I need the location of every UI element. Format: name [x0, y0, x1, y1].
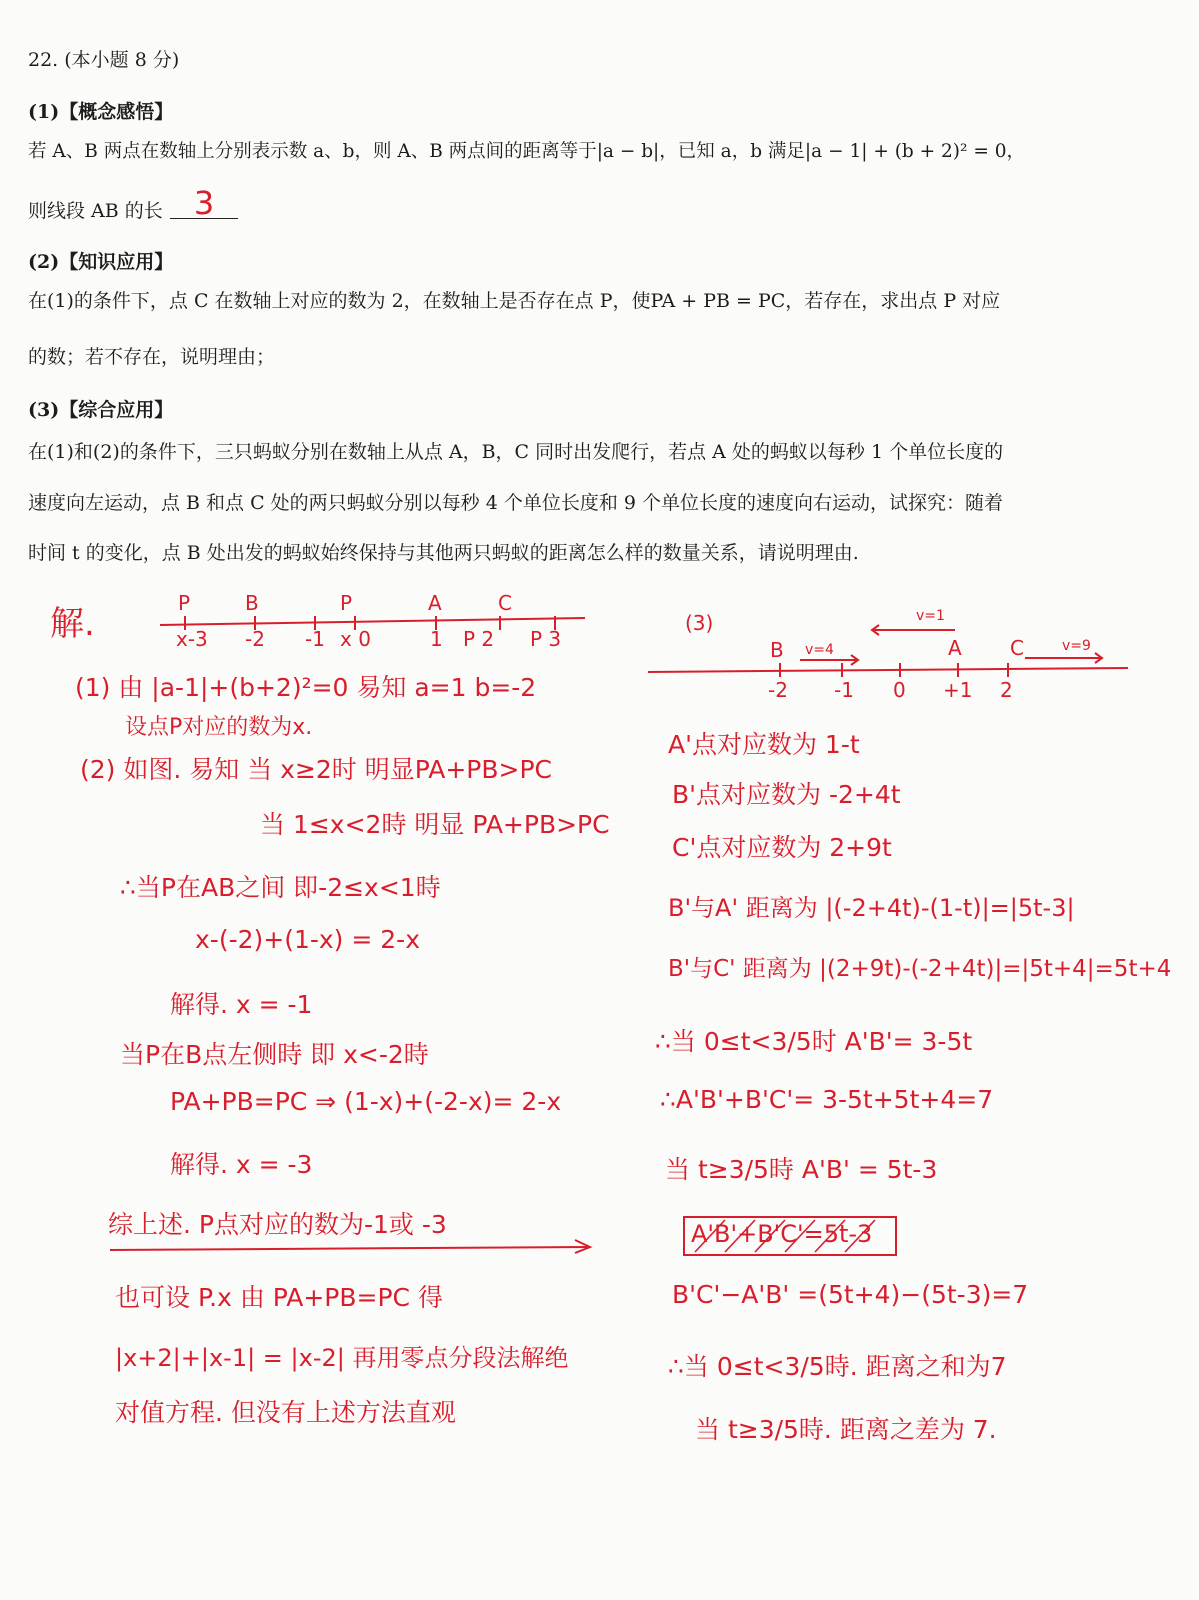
axis3-tick-label: -1 [834, 678, 854, 702]
axis-bottom-label: P 3 [530, 627, 562, 651]
axis-top-label: B [245, 591, 259, 615]
part2-line2: 的数；若不存在，说明理由； [28, 346, 276, 368]
speed-label: v=9 [1062, 638, 1091, 654]
problem-header: 22. (本小题 8 分) [28, 49, 180, 71]
sol-line-2: 设点P对应的数为x. [125, 715, 313, 740]
sol-line-1: (1) 由 |a-1|+(b+2)²=0 易知 a=1 b=-2 [75, 673, 537, 702]
sol3-line-5: B'与C' 距离为 |(2+9t)-(-2+4t)|=|5t+4|=5t+4 [668, 956, 1172, 982]
sol-line-4: 当 1≤x<2時 明显 PA+PB>PC [260, 810, 610, 839]
sol-line-7: 解得. x = -1 [170, 990, 313, 1019]
axis3-tick-label: -2 [768, 678, 788, 702]
axis3-point-label: A [948, 636, 962, 660]
sol3-line-3: C'点对应数为 2+9t [672, 833, 892, 862]
sol3-line-7: ∴A'B'+B'C'= 3-5t+5t+4=7 [660, 1085, 994, 1114]
sol3-line-2: B'点对应数为 -2+4t [672, 780, 901, 809]
axis-bottom-label: x 0 [340, 627, 371, 651]
sol-alt-line-2: |x+2|+|x-1| = |x-2| 再用零点分段法解绝 [115, 1344, 569, 1372]
part3-title: (3)【综合应用】 [28, 399, 174, 421]
sol3-line-12: 当 t≥3/5時. 距离之差为 7. [695, 1415, 997, 1444]
part2-line1: 在(1)的条件下，点 C 在数轴上对应的数为 2，在数轴上是否存在点 P，使PA + PB = PC，若存在，求出点 P 对应 [28, 290, 1001, 312]
axis3-point-label: C [1010, 636, 1024, 660]
solution-title: 解. [50, 604, 95, 644]
axis3-point-label: B [770, 638, 784, 662]
axis3-tick-label: +1 [943, 678, 973, 702]
sol-line-3: (2) 如图. 易知 当 x≥2时 明显PA+PB>PC [80, 755, 552, 784]
part2-title: (2)【知识应用】 [28, 251, 174, 273]
axis-top-label: P [340, 591, 353, 615]
part3-label: (3) [685, 611, 714, 635]
sol-alt-line-3: 对值方程. 但没有上述方法直观 [115, 1398, 456, 1427]
sol-line-8: 当P在B点左侧時 即 x<-2時 [120, 1040, 429, 1069]
part3-line3: 时间 t 的变化，点 B 处出发的蚂蚁始终保持与其他两只蚂蚁的距离怎么样的数量关系，请说明理由. [28, 542, 859, 564]
axis-bottom-label: -1 [305, 627, 325, 651]
speed-label: v=1 [916, 608, 945, 624]
sol3-line-10: B'C'−A'B' =(5t+4)−(5t-3)=7 [672, 1280, 1029, 1309]
sol3-line-4: B'与A' 距离为 |(-2+4t)-(1-t)|=|5t-3| [668, 894, 1075, 922]
axis-top-label: A [428, 591, 442, 615]
sol-line-5: ∴当P在AB之间 即-2≤x<1時 [120, 873, 441, 902]
sol-line-10: 解得. x = -3 [170, 1150, 313, 1179]
axis-bottom-label: 1 [430, 627, 443, 651]
strike-lines [685, 1218, 895, 1254]
sol3-line-1: A'点对应数为 1-t [668, 730, 860, 759]
sol-conclusion: 综上述. P点对应的数为-1或 -3 [108, 1210, 447, 1239]
axis3-tick-label: 0 [893, 678, 906, 702]
sol-alt-line-1: 也可设 P.x 由 PA+PB=PC 得 [115, 1283, 443, 1312]
axis-top-label: C [498, 591, 512, 615]
part1-line2: 则线段 AB 的长 [28, 200, 163, 222]
sol3-line-8: 当 t≥3/5時 A'B' = 5t-3 [665, 1155, 938, 1184]
part3-line1: 在(1)和(2)的条件下，三只蚂蚁分别在数轴上从点 A，B，C 同时出发爬行，若点 A 处的蚂蚁以每秒 1 个单位长度的 [28, 441, 1004, 463]
sol3-line-6: ∴当 0≤t<3/5时 A'B'= 3-5t [655, 1027, 973, 1056]
axis-bottom-label: x-3 [176, 627, 208, 651]
axis3-tick-label: 2 [1000, 678, 1013, 702]
axis-top-label: P [178, 591, 191, 615]
speed-label: v=4 [805, 642, 834, 658]
part3-line2: 速度向左运动，点 B 和点 C 处的两只蚂蚁分别以每秒 4 个单位长度和 9 个单位长度的速度向右运动，试探究：随着 [28, 492, 1003, 514]
part1-answer: 3 [170, 188, 238, 219]
crossed-out-text: A'B'+B'C'=5t-3 [691, 1220, 873, 1248]
axis-bottom-label: -2 [245, 627, 265, 651]
crossed-out-equation [683, 1216, 897, 1256]
axis-bottom-label: P 2 [463, 627, 495, 651]
part1-line1: 若 A、B 两点在数轴上分别表示数 a、b，则 A、B 两点间的距离等于|a − b|，已知 a，b 满足|a − 1| + (b + 2)² = 0， [28, 141, 1025, 162]
sol-line-6: x-(-2)+(1-x) = 2-x [195, 925, 420, 954]
part1-title: (1)【概念感悟】 [28, 101, 174, 123]
sol3-line-11: ∴当 0≤t<3/5時. 距离之和为7 [668, 1352, 1007, 1381]
sol-line-9: PA+PB=PC ⇒ (1-x)+(-2-x)= 2-x [170, 1087, 562, 1116]
